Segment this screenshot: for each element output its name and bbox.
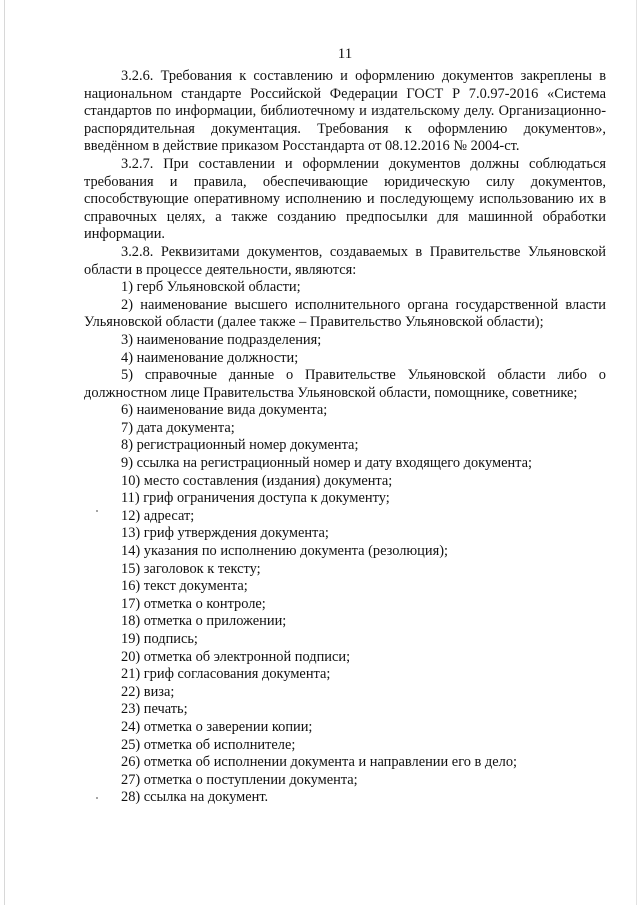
list-item: 18) отметка о приложении; bbox=[121, 613, 287, 630]
list-item: 11) гриф ограничения доступа к документу; bbox=[121, 490, 390, 507]
list-item: 19) подпись; bbox=[121, 631, 198, 647]
list-item: 14) указания по исполнению документа (резолюция); bbox=[121, 543, 448, 560]
list-item: 27) отметка о поступлении документа; bbox=[121, 771, 358, 788]
list-item: 2) наименование высшего исполнительного органа государственной власти Ульяновской области (далее также – Правительство Ульяновской области); bbox=[84, 296, 606, 331]
scan-edge-right bbox=[636, 0, 637, 905]
list-item: 8) регистрационный номер документа; bbox=[121, 437, 359, 454]
list-item: 12) адресат; bbox=[121, 507, 195, 524]
list-item: 20) отметка об электронной подписи; bbox=[121, 648, 351, 665]
list-item: 10) место составления (издания) документа; bbox=[121, 472, 393, 489]
list-item: 24) отметка о заверении копии; bbox=[121, 718, 313, 735]
requisites-list bbox=[84, 279, 606, 807]
list-item: 25) отметка об исполнителе; bbox=[121, 736, 296, 753]
paragraph-3-2-8: 3.2.8. Реквизитами документов, создаваемых в Правительстве Ульяновской области в процессе деятельности, являются: bbox=[84, 243, 606, 278]
paragraph-3-2-7: 3.2.7. При составлении и оформлении документов должны соблюдаться требования и правила, обеспечивающие юридическую силу документов, способствующие оперативному исполнению и последующему использованию их в справочных целях, а также созданию предпосылки для машинной обработки информации. bbox=[84, 155, 606, 243]
scan-speck bbox=[96, 797, 98, 799]
list-item: 6) наименование вида документа; bbox=[121, 402, 328, 419]
list-item: 5) справочные данные о Правительстве Ульяновской области либо о должностном лице Правительства Ульяновской области, помощнике, советнике; bbox=[84, 367, 606, 401]
list-item: 9) ссылка на регистрационный номер и дату входящего документа; bbox=[121, 455, 533, 472]
list-item: 4) наименование должности; bbox=[121, 349, 299, 366]
list-item: 1) герб Ульяновской области; bbox=[121, 279, 301, 296]
list-item: 13) гриф утверждения документа; bbox=[121, 525, 329, 542]
scan-edge-left bbox=[4, 0, 5, 905]
list-item: 7) дата документа; bbox=[121, 419, 235, 436]
list-item: 15) заголовок к тексту; bbox=[121, 560, 261, 577]
list-item: 17) отметка о контроле; bbox=[121, 595, 266, 612]
list-item: 23) печать; bbox=[121, 701, 188, 718]
paragraph-3-2-6: 3.2.6. Требования к составлению и оформлению документов закреплены в национальном стандарте Российской Федерации ГОСТ Р 7.0.97-2016 «Система стандартов по информации, библиотечному и издательскому делу. Организационно-распорядительная документация. Требования к оформлению документов», введённом в действие приказом Росстандарта от 08.12.2016 № 2004-ст. bbox=[84, 68, 606, 155]
scan-speck bbox=[96, 510, 98, 512]
list-item: 26) отметка об исполнении документа и направлении его в дело; bbox=[121, 754, 518, 771]
list-item: 3) наименование подразделения; bbox=[121, 331, 322, 348]
list-item: 21) гриф согласования документа; bbox=[121, 666, 331, 683]
list-item: 22) виза; bbox=[121, 683, 175, 700]
document-body bbox=[84, 68, 606, 807]
list-item: 28) ссылка на документ. bbox=[121, 789, 269, 806]
list-item: 16) текст документа; bbox=[121, 578, 248, 595]
page-number: 11 bbox=[337, 46, 353, 62]
